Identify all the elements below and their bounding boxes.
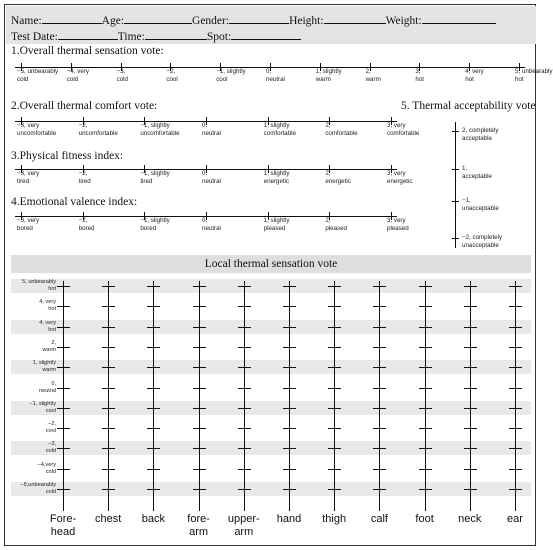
s1-option-label: 5, unbearably hot	[515, 68, 553, 83]
s4-option-label: −2, bored	[78, 217, 95, 232]
body-part-scale-upperarm	[244, 281, 245, 511]
scale-tick[interactable]	[283, 428, 296, 429]
s3-option-label: −1, slightly tired	[140, 170, 170, 185]
scale-tick[interactable]	[328, 428, 341, 429]
scale-tick[interactable]	[509, 489, 522, 490]
scale-tick[interactable]	[238, 428, 251, 429]
scale-tick[interactable]	[464, 327, 477, 328]
scale-tick[interactable]	[147, 448, 160, 449]
row-label: 1, slightly warm	[32, 360, 56, 374]
scale-tick[interactable]	[57, 428, 70, 429]
scale-tick[interactable]	[102, 428, 115, 429]
scale-tick[interactable]	[419, 347, 432, 348]
scale-tick[interactable]	[509, 327, 522, 328]
scale-tick[interactable]	[328, 469, 341, 470]
body-part-scale-chest	[108, 281, 109, 511]
scale-tick[interactable]	[373, 347, 386, 348]
row-stripe	[11, 482, 531, 496]
scale-tick[interactable]	[193, 306, 206, 307]
scale-tick[interactable]	[147, 428, 160, 429]
scale-tick[interactable]	[419, 306, 432, 307]
s1-option-label: 4, very hot	[465, 68, 484, 83]
scale-tick[interactable]	[57, 388, 70, 389]
scale-tick[interactable]	[102, 286, 115, 287]
row-stripe	[11, 401, 531, 415]
scale-tick[interactable]	[373, 408, 386, 409]
scale-tick[interactable]	[419, 489, 432, 490]
fill-in-line[interactable]	[42, 13, 102, 24]
scale-tick[interactable]	[102, 448, 115, 449]
scale-tick[interactable]	[57, 347, 70, 348]
scale-tick[interactable]	[57, 327, 70, 328]
scale-tick[interactable]	[328, 388, 341, 389]
s1-option-label: −4, very cold	[66, 68, 89, 83]
field-label: Name:	[11, 15, 42, 27]
questionnaire-form	[4, 4, 553, 546]
scale-tick[interactable]	[102, 327, 115, 328]
body-part-label: chest	[95, 513, 122, 525]
scale-tick[interactable]	[464, 347, 477, 348]
scale-tick[interactable]	[373, 469, 386, 470]
body-part-scale-neck	[470, 281, 471, 511]
body-part-scale-back	[153, 281, 154, 511]
scale-tick[interactable]	[193, 347, 206, 348]
s5-option-label: 2, completely acceptable	[462, 127, 499, 142]
scale-tick[interactable]	[419, 286, 432, 287]
scale-tick[interactable]	[283, 367, 296, 368]
fill-in-line[interactable]	[124, 13, 192, 24]
scale-tick[interactable]	[464, 388, 477, 389]
fill-in-line[interactable]	[229, 13, 289, 24]
scale-tick[interactable]	[509, 367, 522, 368]
scale-tick[interactable]	[193, 448, 206, 449]
row-stripe	[11, 279, 531, 293]
s5-tick[interactable]	[452, 238, 459, 239]
scale-tick[interactable]	[147, 469, 160, 470]
scale-tick[interactable]	[283, 489, 296, 490]
row-label: 4, very hot	[39, 319, 56, 333]
s5-option-label: −1, unacceptable	[462, 197, 499, 212]
scale-tick[interactable]	[57, 306, 70, 307]
scale-tick[interactable]	[57, 367, 70, 368]
field-gender	[192, 13, 289, 28]
scale-tick[interactable]	[464, 448, 477, 449]
s1-option-label: −5, unbearably cold	[17, 68, 59, 83]
body-part-label: Fore- head	[49, 513, 77, 538]
body-part-label: calf	[370, 513, 388, 525]
body-part-scale-calf	[379, 281, 380, 511]
scale-tick[interactable]	[193, 489, 206, 490]
scale-tick[interactable]	[328, 286, 341, 287]
scale-tick[interactable]	[373, 306, 386, 307]
scale-tick[interactable]	[193, 286, 206, 287]
scale-tick[interactable]	[102, 347, 115, 348]
scale-tick[interactable]	[238, 408, 251, 409]
scale-tick[interactable]	[238, 306, 251, 307]
body-part-scale-hand	[289, 281, 290, 511]
scale-tick[interactable]	[193, 428, 206, 429]
field-age	[102, 13, 192, 28]
scale-tick[interactable]	[419, 469, 432, 470]
s4-option-label: −3, very bored	[17, 217, 40, 232]
scale-tick[interactable]	[147, 286, 160, 287]
body-part-label: back	[141, 513, 166, 525]
scale-tick[interactable]	[464, 408, 477, 409]
scale-tick[interactable]	[57, 408, 70, 409]
field-height	[289, 13, 386, 28]
scale-tick[interactable]	[464, 489, 477, 490]
field-label: Gender:	[192, 15, 230, 27]
scale-tick[interactable]	[238, 469, 251, 470]
s5-option-label: 1, acceptable	[462, 165, 492, 180]
body-part-scale-thigh	[334, 281, 335, 511]
row-stripe	[11, 360, 531, 374]
scale-tick[interactable]	[283, 408, 296, 409]
field-weight	[386, 13, 496, 28]
s3-option-label: 0, neutral	[202, 170, 221, 185]
fill-in-line[interactable]	[324, 13, 386, 24]
field-label: Age:	[101, 15, 125, 27]
s5-tick[interactable]	[452, 169, 459, 170]
scale-tick[interactable]	[57, 448, 70, 449]
body-part-scale-foot	[425, 281, 426, 511]
scale-tick[interactable]	[238, 367, 251, 368]
s5-title: 5. Thermal acceptability vote	[401, 100, 536, 112]
row-label: −1, slightly cool	[29, 400, 56, 414]
scale-tick[interactable]	[373, 286, 386, 287]
body-part-label: neck	[458, 513, 482, 525]
scale-tick[interactable]	[238, 448, 251, 449]
scale-tick[interactable]	[57, 469, 70, 470]
s2-option-label: −2, uncomfortable	[78, 122, 118, 137]
s1-option-label: −1, slightly cool	[216, 68, 246, 83]
scale-tick[interactable]	[147, 408, 160, 409]
scale-tick[interactable]	[328, 489, 341, 490]
scale-tick[interactable]	[238, 286, 251, 287]
s1-option-label: −3, cold	[116, 68, 128, 83]
scale-tick[interactable]	[328, 347, 341, 348]
scale-tick[interactable]	[102, 367, 115, 368]
scale-tick[interactable]	[102, 306, 115, 307]
s1-option-label: 1, slightly warm	[315, 68, 342, 83]
scale-tick[interactable]	[373, 367, 386, 368]
scale-tick[interactable]	[147, 347, 160, 348]
scale-tick[interactable]	[193, 469, 206, 470]
scale-tick[interactable]	[373, 489, 386, 490]
s3-option-label: 1, slightly energetic	[263, 170, 290, 185]
scale-tick[interactable]	[419, 448, 432, 449]
fill-in-line[interactable]	[231, 29, 301, 40]
scale-tick[interactable]	[464, 428, 477, 429]
row-label: −2, cool	[45, 421, 56, 435]
s2-option-label: −3, very uncomfortable	[17, 122, 57, 137]
scale-tick[interactable]	[509, 388, 522, 389]
s5-tick[interactable]	[452, 131, 459, 132]
row-label: 0, neutral	[38, 380, 56, 394]
s3-option-label: 2, energetic	[325, 170, 351, 185]
body-part-label: upper- arm	[227, 513, 260, 538]
s4-option-label: −1, slightly bored	[140, 217, 170, 232]
scale-tick[interactable]	[509, 286, 522, 287]
field-label: Spot:	[206, 31, 232, 43]
field-testdate	[11, 29, 118, 44]
row-stripe	[11, 320, 531, 334]
scale-tick[interactable]	[283, 306, 296, 307]
scale-tick[interactable]	[193, 408, 206, 409]
s4-option-label: 3, very pleased	[387, 217, 409, 232]
scale-tick[interactable]	[419, 428, 432, 429]
scale-tick[interactable]	[509, 428, 522, 429]
s2-option-label: 0, neutral	[202, 122, 221, 137]
scale-tick[interactable]	[147, 388, 160, 389]
row-stripe	[11, 441, 531, 455]
field-spot	[207, 29, 301, 44]
scale-tick[interactable]	[509, 448, 522, 449]
s1-option-label: 3, hot	[415, 68, 424, 83]
s4-option-label: 2, pleased	[325, 217, 348, 232]
fill-in-line[interactable]	[145, 29, 207, 40]
scale-tick[interactable]	[509, 306, 522, 307]
s2-option-label: −1, slightly uncomfortable	[140, 122, 180, 137]
body-part-label: foot	[415, 513, 434, 525]
s4-option-label: 0, neutral	[202, 217, 221, 232]
scale-tick[interactable]	[283, 286, 296, 287]
scale-tick[interactable]	[419, 367, 432, 368]
fill-in-line[interactable]	[58, 29, 118, 40]
scale-tick[interactable]	[283, 347, 296, 348]
s2-option-label: 3, very comfortable	[387, 122, 420, 137]
body-part-scale-forearm	[199, 281, 200, 511]
s1-option-label: 2, warm	[365, 68, 381, 83]
scale-tick[interactable]	[509, 408, 522, 409]
body-part-label: ear	[507, 513, 523, 525]
scale-tick[interactable]	[102, 408, 115, 409]
field-name	[11, 13, 102, 28]
scale-tick[interactable]	[419, 388, 432, 389]
s1-option-label: 0, neutral	[266, 68, 285, 83]
scale-tick[interactable]	[147, 367, 160, 368]
scale-tick[interactable]	[102, 388, 115, 389]
local-vote-title-band	[11, 255, 531, 273]
header-row-personal	[11, 13, 496, 28]
scale-tick[interactable]	[147, 489, 160, 490]
scale-tick[interactable]	[57, 286, 70, 287]
body-part-label: thigh	[322, 513, 347, 525]
scale-tick[interactable]	[193, 367, 206, 368]
scale-tick[interactable]	[464, 306, 477, 307]
body-part-label: hand	[276, 513, 302, 525]
s3-option-label: 3, very energetic	[387, 170, 413, 185]
row-label: 2, warm	[42, 339, 56, 353]
field-label: Weight:	[385, 15, 422, 27]
body-part-scale-ear	[515, 281, 516, 511]
header-row-session	[11, 29, 301, 44]
scale-tick[interactable]	[328, 367, 341, 368]
scale-tick[interactable]	[238, 327, 251, 328]
scale-tick[interactable]	[283, 448, 296, 449]
fill-in-line[interactable]	[422, 13, 496, 24]
scale-tick[interactable]	[419, 408, 432, 409]
scale-tick[interactable]	[193, 327, 206, 328]
scale-tick[interactable]	[238, 388, 251, 389]
local-vote-title: Local thermal sensation vote	[204, 258, 338, 270]
scale-tick[interactable]	[464, 286, 477, 287]
body-part-label: fore- arm	[187, 513, 210, 538]
s5-option-label: −2, completely unacceptable	[462, 234, 503, 249]
scale-tick[interactable]	[328, 408, 341, 409]
scale-tick[interactable]	[57, 489, 70, 490]
scale-tick[interactable]	[238, 489, 251, 490]
s3-option-label: −2, tired	[78, 170, 91, 185]
s3-title: 3.Physical fitness index:	[11, 150, 124, 162]
s1-title: 1.Overall thermal sensation vote:	[11, 45, 164, 57]
s5-scale-line	[455, 122, 456, 248]
row-label: 4, very hot	[39, 299, 56, 313]
s2-title: 2.Overall thermal comfort vote:	[11, 100, 158, 112]
row-label: −4,very cold	[37, 461, 56, 475]
row-label: −5,unbearably cold	[20, 482, 56, 495]
scale-tick[interactable]	[147, 306, 160, 307]
row-label: 5, unbearably hot	[22, 279, 56, 292]
scale-tick[interactable]	[238, 347, 251, 348]
s1-option-label: −2, cool	[166, 68, 178, 83]
row-label: −3, cold	[45, 441, 56, 455]
field-time	[118, 29, 207, 44]
scale-tick[interactable]	[373, 388, 386, 389]
s4-option-label: 1, slightly pleased	[263, 217, 290, 232]
scale-tick[interactable]	[328, 448, 341, 449]
scale-tick[interactable]	[283, 469, 296, 470]
field-label: Height:	[289, 15, 324, 27]
scale-tick[interactable]	[328, 306, 341, 307]
scale-tick[interactable]	[193, 388, 206, 389]
s2-option-label: 1, slightly comfortable	[263, 122, 296, 137]
scale-tick[interactable]	[509, 469, 522, 470]
scale-tick[interactable]	[102, 489, 115, 490]
scale-tick[interactable]	[328, 327, 341, 328]
s5-tick[interactable]	[452, 201, 459, 202]
scale-tick[interactable]	[373, 327, 386, 328]
scale-tick[interactable]	[464, 469, 477, 470]
s4-title: 4.Emotional valence index:	[11, 196, 138, 208]
scale-tick[interactable]	[283, 327, 296, 328]
scale-tick[interactable]	[102, 469, 115, 470]
field-label: Test Date:	[11, 31, 58, 43]
scale-tick[interactable]	[373, 448, 386, 449]
s3-option-label: −3, very tired	[17, 170, 40, 185]
scale-tick[interactable]	[419, 327, 432, 328]
scale-tick[interactable]	[509, 347, 522, 348]
field-label: Time:	[117, 31, 145, 43]
body-part-scale-forehead	[63, 281, 64, 511]
s2-option-label: 2, comfortable	[325, 122, 358, 137]
scale-tick[interactable]	[147, 327, 160, 328]
scale-tick[interactable]	[464, 367, 477, 368]
scale-tick[interactable]	[373, 428, 386, 429]
scale-tick[interactable]	[283, 388, 296, 389]
